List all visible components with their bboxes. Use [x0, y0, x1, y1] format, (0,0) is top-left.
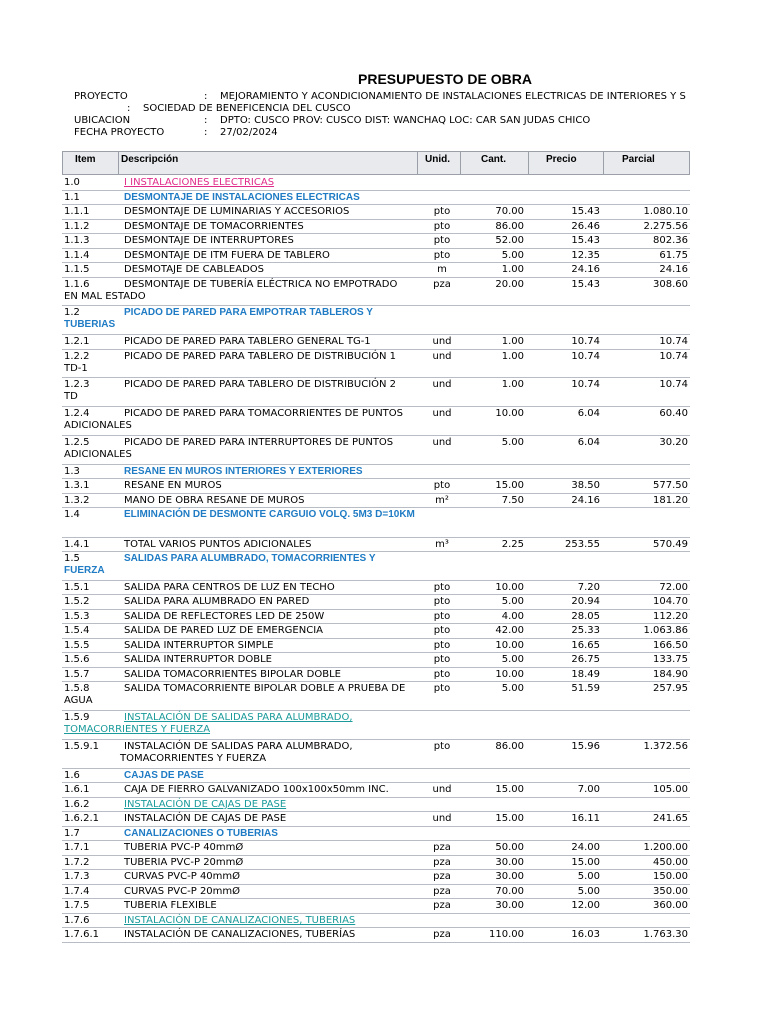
row-description: TUBERIA PVC-P 40mmØ	[124, 842, 244, 853]
table-row	[62, 465, 690, 479]
header-parcial: Parcial	[622, 154, 655, 165]
row-description: SALIDA INTERRUPTOR DOBLE	[124, 654, 272, 665]
row-quantity: 42.00	[495, 625, 524, 636]
fecha-line	[74, 127, 278, 138]
row-description: CAJAS DE PASE	[124, 770, 204, 781]
colon: :	[204, 91, 208, 102]
row-price: 253.55	[565, 539, 600, 550]
row-item: 1.1.2	[64, 221, 90, 232]
table-row	[62, 711, 690, 740]
row-description: I INSTALACIONES ELECTRICAS	[124, 177, 275, 188]
table-row	[62, 306, 690, 335]
row-item: 1.4.1	[64, 539, 90, 550]
row-item: 1.7.5	[64, 900, 90, 911]
row-price: 24.16	[571, 264, 600, 275]
row-item: 1.7.4	[64, 886, 90, 897]
row-description: INSTALACIÓN DE SALIDAS PARA ALUMBRADO,	[124, 712, 353, 723]
row-price: 12.00	[571, 900, 600, 911]
row-unit: m²	[435, 495, 449, 506]
table-row	[62, 479, 690, 494]
row-description: DESMONTAJE DE TUBERÍA ELÉCTRICA NO EMPOTRADO	[124, 279, 398, 290]
row-price: 28.05	[571, 611, 600, 622]
row-partial: 1.763.30	[643, 929, 688, 940]
table-row	[62, 856, 690, 870]
row-item: 1.5.1	[64, 582, 90, 593]
row-price: 7.20	[577, 582, 600, 593]
row-description: PICADO DE PARED PARA EMPOTRAR TABLEROS Y	[124, 307, 373, 318]
colon: :	[204, 115, 208, 126]
row-quantity: 5.00	[501, 596, 524, 607]
row-item: 1.7.6.1	[64, 929, 99, 940]
table-row	[62, 812, 690, 827]
row-item: 1.3.1	[64, 480, 90, 491]
row-unit: pto	[433, 596, 451, 607]
table-row	[62, 249, 690, 263]
row-item: 1.2.1	[64, 336, 90, 347]
row-quantity: 4.00	[501, 611, 524, 622]
row-description: DESMONTAJE DE INTERRUPTORES	[124, 235, 294, 246]
row-quantity: 2.25	[501, 539, 524, 550]
row-unit: pza	[433, 279, 451, 290]
row-quantity: 1.00	[501, 379, 524, 390]
table-row	[62, 436, 690, 465]
table-row	[62, 783, 690, 798]
row-unit: und	[432, 784, 452, 795]
row-item: 1.0	[64, 177, 80, 188]
header-precio: Precio	[546, 154, 577, 165]
row-description: TUBERIA PVC-P 20mmØ	[124, 857, 244, 868]
table-row	[62, 234, 690, 249]
row-item: 1.5.2	[64, 596, 90, 607]
row-description-continued: TD-1	[64, 363, 88, 374]
row-description: INSTALACIÓN DE CANALIZACIONES, TUBERIAS	[124, 915, 356, 926]
table-row	[62, 899, 690, 914]
table-row	[62, 610, 690, 624]
proyecto-value-2: SOCIEDAD DE BENEFICENCIA DEL CUSCO	[143, 103, 351, 114]
row-description: SALIDA PARA ALUMBRADO EN PARED	[124, 596, 310, 607]
row-description: CURVAS PVC-P 20mmØ	[124, 886, 241, 897]
row-description: DESMONTAJE DE INSTALACIONES ELECTRICAS	[124, 192, 360, 203]
row-description: ELIMINACIÓN DE DESMONTE CARGUIO VOLQ. 5M3 D=10KM	[124, 509, 415, 520]
row-quantity: 86.00	[495, 221, 524, 232]
row-partial: 181.20	[653, 495, 688, 506]
row-description: INSTALACIÓN DE CANALIZACIONES, TUBERÍAS	[124, 929, 356, 940]
row-item: 1.1.3	[64, 235, 90, 246]
row-partial: 2.275.56	[643, 221, 688, 232]
row-item: 1.5.7	[64, 669, 90, 680]
row-price: 10.74	[571, 379, 600, 390]
table-row	[62, 205, 690, 220]
row-price: 12.35	[571, 250, 600, 261]
row-description: DESMONTAJE DE LUMINARIAS Y ACCESORIOS	[124, 206, 350, 217]
row-partial: 24.16	[659, 264, 688, 275]
row-description: DESMOTAJE DE CABLEADOS	[124, 264, 265, 275]
row-description: SALIDAS PARA ALUMBRADO, TOMACORRIENTES Y	[124, 553, 376, 564]
proyecto-value: MEJORAMIENTO Y ACONDICIONAMIENTO DE INSTALACIONES ELECTRICAS DE INTERIORES Y S	[220, 91, 686, 102]
row-item: 1.1.4	[64, 250, 90, 261]
row-item: 1.2	[64, 307, 80, 318]
table-row	[62, 508, 690, 538]
row-item: 1.1	[64, 192, 80, 203]
table-row	[62, 668, 690, 682]
row-description-continued: TUBERIAS	[64, 319, 116, 330]
table-row	[62, 928, 690, 943]
proyecto-line	[74, 91, 686, 102]
row-description: PICADO DE PARED PARA TABLERO DE DISTRIBUCIÓN 2	[124, 379, 397, 390]
table-row	[62, 378, 690, 407]
row-unit: pto	[433, 669, 451, 680]
row-quantity: 10.00	[495, 582, 524, 593]
header-unid: Unid.	[425, 154, 450, 165]
row-quantity: 1.00	[501, 351, 524, 362]
header-descripcion: Descripción	[121, 154, 179, 165]
table-row	[62, 552, 690, 581]
row-item: 1.3	[64, 466, 80, 477]
table-row	[62, 841, 690, 856]
row-partial: 184.90	[653, 669, 688, 680]
row-partial: 802.36	[653, 235, 688, 246]
row-partial: 570.49	[653, 539, 688, 550]
row-description: RESANE EN MUROS	[124, 480, 222, 491]
row-quantity: 7.50	[501, 495, 524, 506]
row-price: 51.59	[571, 683, 600, 694]
table-row	[62, 278, 690, 306]
row-price: 16.03	[571, 929, 600, 940]
row-unit: pza	[433, 900, 451, 911]
row-quantity: 86.00	[495, 741, 524, 752]
row-unit: pto	[433, 206, 451, 217]
proyecto-line-2	[127, 103, 351, 114]
row-partial: 60.40	[659, 408, 688, 419]
row-unit: und	[432, 408, 452, 419]
row-price: 15.43	[571, 235, 600, 246]
row-quantity: 20.00	[495, 279, 524, 290]
row-price: 15.96	[571, 741, 600, 752]
row-description-continued: EN MAL ESTADO	[64, 291, 146, 302]
row-unit: m³	[435, 539, 449, 550]
row-price: 10.74	[571, 351, 600, 362]
row-item: 1.1.1	[64, 206, 90, 217]
row-unit: pto	[433, 235, 451, 246]
row-item: 1.1.5	[64, 264, 90, 275]
row-partial: 72.00	[659, 582, 688, 593]
row-description: SALIDA DE REFLECTORES LED DE 250W	[124, 611, 325, 622]
row-item: 1.1.6	[64, 279, 90, 290]
row-description: INSTALACIÓN DE CAJAS DE PASE	[124, 799, 287, 810]
document-title: PRESUPUESTO DE OBRA	[358, 71, 532, 87]
row-item: 1.5.3	[64, 611, 90, 622]
row-partial: 257.95	[653, 683, 688, 694]
row-partial: 150.00	[653, 871, 688, 882]
row-item: 1.5.9.1	[64, 741, 99, 752]
row-price: 6.04	[577, 437, 600, 448]
row-price: 6.04	[577, 408, 600, 419]
row-description: SALIDA INTERRUPTOR SIMPLE	[124, 640, 274, 651]
row-item: 1.2.3	[64, 379, 90, 390]
row-price: 7.00	[577, 784, 600, 795]
row-unit: pza	[433, 842, 451, 853]
row-partial: 10.74	[659, 379, 688, 390]
row-quantity: 50.00	[495, 842, 524, 853]
row-description: SALIDA PARA CENTROS DE LUZ EN TECHO	[124, 582, 335, 593]
row-price: 25.33	[571, 625, 600, 636]
row-partial: 30.20	[659, 437, 688, 448]
row-quantity: 52.00	[495, 235, 524, 246]
row-quantity: 15.00	[495, 480, 524, 491]
row-unit: pto	[433, 683, 451, 694]
row-quantity: 30.00	[495, 871, 524, 882]
row-unit: und	[432, 437, 452, 448]
row-partial: 1.063.86	[643, 625, 688, 636]
table-row	[62, 494, 690, 508]
header-item: Item	[75, 154, 96, 165]
row-partial: 1.200.00	[643, 842, 688, 853]
row-quantity: 5.00	[501, 437, 524, 448]
table-row	[62, 682, 690, 711]
table-row	[62, 740, 690, 769]
table-row	[62, 335, 690, 350]
row-price: 24.00	[571, 842, 600, 853]
row-item: 1.4	[64, 509, 80, 520]
row-item: 1.7.1	[64, 842, 90, 853]
row-quantity: 1.00	[501, 264, 524, 275]
row-description: INSTALACIÓN DE CAJAS DE PASE	[124, 813, 287, 824]
fecha-label: FECHA PROYECTO	[74, 127, 165, 138]
row-partial: 577.50	[653, 480, 688, 491]
table-row	[62, 827, 690, 841]
row-price: 10.74	[571, 336, 600, 347]
row-partial: 360.00	[653, 900, 688, 911]
table-row	[62, 407, 690, 436]
row-unit: pza	[433, 857, 451, 868]
row-item: 1.6	[64, 770, 80, 781]
row-item: 1.2.5	[64, 437, 90, 448]
table-header	[62, 151, 690, 175]
row-item: 1.2.2	[64, 351, 90, 362]
table-row	[62, 798, 690, 812]
row-item: 1.6.2	[64, 799, 90, 810]
row-description-continued: ADICIONALES	[64, 420, 132, 431]
table-row	[62, 350, 690, 378]
row-description-continued: ADICIONALES	[64, 449, 132, 460]
row-item: 1.5.8	[64, 683, 90, 694]
row-description-continued: FUERZA	[64, 565, 105, 576]
row-price: 5.00	[577, 886, 600, 897]
row-partial: 450.00	[653, 857, 688, 868]
table-row	[62, 769, 690, 783]
row-price: 5.00	[577, 871, 600, 882]
row-quantity: 10.00	[495, 640, 524, 651]
row-description: PICADO DE PARED PARA TABLERO DE DISTRIBUCIÓN 1	[124, 351, 397, 362]
table-row	[62, 624, 690, 639]
row-partial: 10.74	[659, 351, 688, 362]
row-partial: 166.50	[653, 640, 688, 651]
fecha-value: 27/02/2024	[220, 127, 278, 138]
row-description: RESANE EN MUROS INTERIORES Y EXTERIORES	[124, 466, 363, 477]
row-item: 1.6.1	[64, 784, 90, 795]
row-partial: 105.00	[653, 784, 688, 795]
ubicacion-line	[74, 115, 590, 126]
table-row	[62, 639, 690, 653]
table-row	[62, 870, 690, 885]
row-item: 1.7.6	[64, 915, 90, 926]
row-unit: und	[432, 379, 452, 390]
table-row	[62, 595, 690, 610]
row-quantity: 70.00	[495, 206, 524, 217]
row-price: 26.75	[571, 654, 600, 665]
row-quantity: 15.00	[495, 813, 524, 824]
row-unit: pto	[433, 250, 451, 261]
row-quantity: 5.00	[501, 250, 524, 261]
header-cant: Cant.	[481, 154, 506, 165]
row-unit: und	[432, 336, 452, 347]
row-price: 15.00	[571, 857, 600, 868]
row-description: DESMONTAJE DE TOMACORRIENTES	[124, 221, 304, 232]
row-unit: pto	[433, 480, 451, 491]
row-price: 15.43	[571, 279, 600, 290]
row-price: 24.16	[571, 495, 600, 506]
row-item: 1.7	[64, 828, 80, 839]
ubicacion-label: UBICACION	[74, 115, 131, 126]
row-description: TOTAL VARIOS PUNTOS ADICIONALES	[124, 539, 312, 550]
row-item: 1.3.2	[64, 495, 90, 506]
row-quantity: 70.00	[495, 886, 524, 897]
colon: :	[204, 127, 208, 138]
row-unit: und	[432, 813, 452, 824]
row-unit: pza	[433, 886, 451, 897]
table-row	[62, 581, 690, 595]
row-description: INSTALACIÓN DE SALIDAS PARA ALUMBRADO,	[124, 741, 353, 752]
row-quantity: 30.00	[495, 857, 524, 868]
table-row	[62, 885, 690, 899]
colon: :	[127, 103, 131, 114]
row-unit: pto	[433, 625, 451, 636]
row-description: TUBERIA FLEXIBLE	[124, 900, 217, 911]
row-description: SALIDA TOMACORRIENTES BIPOLAR DOBLE	[124, 669, 341, 680]
row-unit: pto	[433, 582, 451, 593]
row-quantity: 30.00	[495, 900, 524, 911]
row-description: CANALIZACIONES O TUBERIAS	[124, 828, 278, 839]
row-unit: pto	[433, 221, 451, 232]
row-partial: 241.65	[653, 813, 688, 824]
row-item: 1.7.3	[64, 871, 90, 882]
row-item: 1.5.9	[64, 712, 90, 723]
row-price: 15.43	[571, 206, 600, 217]
row-unit: und	[432, 351, 452, 362]
row-partial: 308.60	[653, 279, 688, 290]
row-partial: 1.372.56	[643, 741, 688, 752]
row-description: SALIDA TOMACORRIENTE BIPOLAR DOBLE A PRUEBA DE	[124, 683, 406, 694]
row-description-continued: TOMACORRIENTES Y FUERZA	[64, 724, 211, 735]
row-quantity: 10.00	[495, 408, 524, 419]
proyecto-label: PROYECTO	[74, 91, 128, 102]
row-item: 1.7.2	[64, 857, 90, 868]
row-unit: m	[437, 264, 447, 275]
row-item: 1.5	[64, 553, 80, 564]
row-quantity: 5.00	[501, 654, 524, 665]
table-row	[62, 914, 690, 928]
row-price: 16.65	[571, 640, 600, 651]
row-description: CAJA DE FIERRO GALVANIZADO 100x100x50mm INC.	[124, 784, 389, 795]
row-description: PICADO DE PARED PARA TABLERO GENERAL TG-1	[124, 336, 371, 347]
row-unit: pza	[433, 871, 451, 882]
row-item: 1.5.6	[64, 654, 90, 665]
row-partial: 350.00	[653, 886, 688, 897]
table-row	[62, 263, 690, 278]
row-quantity: 10.00	[495, 669, 524, 680]
row-partial: 133.75	[653, 654, 688, 665]
row-quantity: 5.00	[501, 683, 524, 694]
row-description: MANO DE OBRA RESANE DE MUROS	[124, 495, 305, 506]
row-unit: pto	[433, 654, 451, 665]
row-partial: 112.20	[653, 611, 688, 622]
row-unit: pto	[433, 640, 451, 651]
row-description-continued: TOMACORRIENTES Y FUERZA	[120, 753, 267, 764]
row-partial: 1.080.10	[643, 206, 688, 217]
row-item: 1.5.5	[64, 640, 90, 651]
row-quantity: 15.00	[495, 784, 524, 795]
row-quantity: 110.00	[489, 929, 524, 940]
table-row	[62, 191, 690, 205]
row-description: PICADO DE PARED PARA TOMACORRIENTES DE PUNTOS	[124, 408, 403, 419]
ubicacion-value: DPTO: CUSCO PROV: CUSCO DIST: WANCHAQ LOC: CAR SAN JUDAS CHICO	[220, 115, 591, 126]
table-row	[62, 176, 690, 191]
row-price: 18.49	[571, 669, 600, 680]
row-quantity: 1.00	[501, 336, 524, 347]
table-row	[62, 653, 690, 668]
row-description: CURVAS PVC-P 40mmØ	[124, 871, 241, 882]
row-price: 26.46	[571, 221, 600, 232]
row-item: 1.5.4	[64, 625, 90, 636]
table-row	[62, 220, 690, 234]
row-description: SALIDA DE PARED LUZ DE EMERGENCIA	[124, 625, 323, 636]
row-partial: 104.70	[653, 596, 688, 607]
row-unit: pza	[433, 929, 451, 940]
row-unit: pto	[433, 741, 451, 752]
row-description: PICADO DE PARED PARA INTERRUPTORES DE PUNTOS	[124, 437, 394, 448]
row-item: 1.6.2.1	[64, 813, 99, 824]
row-price: 16.11	[571, 813, 600, 824]
row-price: 38.50	[571, 480, 600, 491]
row-item: 1.2.4	[64, 408, 90, 419]
row-partial: 10.74	[659, 336, 688, 347]
table-row	[62, 538, 690, 552]
row-description: DESMONTAJE DE ITM FUERA DE TABLERO	[124, 250, 330, 261]
row-partial: 61.75	[659, 250, 688, 261]
row-price: 20.94	[571, 596, 600, 607]
row-unit: pto	[433, 611, 451, 622]
row-description-continued: TD	[64, 391, 78, 402]
row-description-continued: AGUA	[64, 695, 93, 706]
